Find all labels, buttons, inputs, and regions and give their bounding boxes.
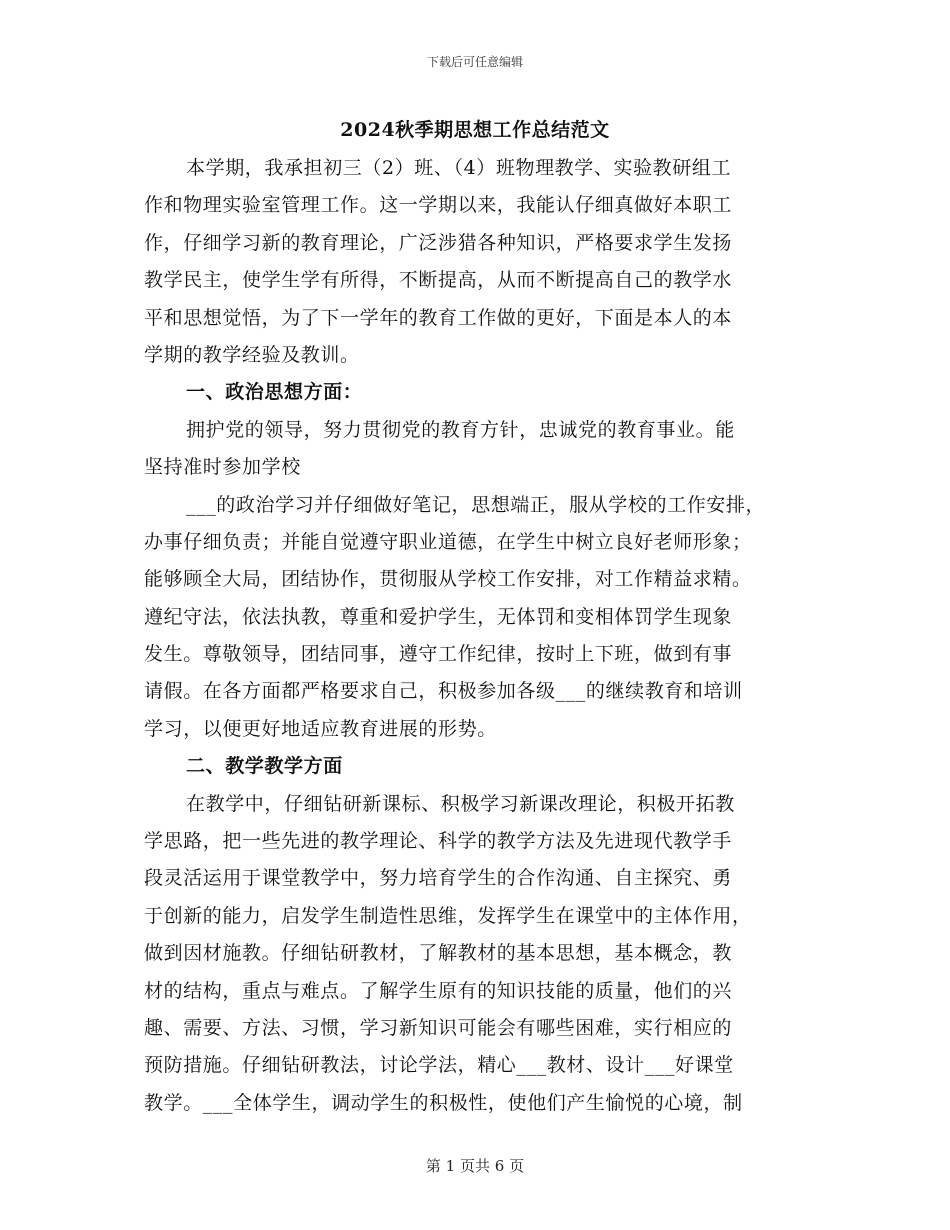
paragraph-line: 段灵活运用于课堂教学中，努力培育学生的合作沟通、自主探究、勇 [144, 867, 733, 890]
header-note: 下载后可任意编辑 [426, 55, 523, 69]
paragraph-line: 材的结构，重点与难点。了解学生原有的知识技能的质量，他们的兴 [144, 979, 733, 1002]
paragraph-line: 学习，以便更好地适应教育进展的形势。 [144, 717, 497, 740]
paragraph-line: ___的政治学习并仔细做好笔记，思想端正，服从学校的工作安排， [186, 493, 766, 516]
paragraph-line: 预防措施。仔细钻研教法，讨论学法，精心___教材、设计___好课堂 [144, 1054, 734, 1077]
document-body [144, 150, 806, 1122]
section-heading: 二、教学教学方面 [186, 755, 343, 778]
paragraph-line: 平和思想觉悟，为了下一学年的教育工作做的更好，下面是本人的本 [144, 306, 733, 329]
paragraph-line: 在教学中，仔细钻研新课标、积极学习新课改理论，积极开拓教 [186, 792, 735, 815]
page-footer: 第 1 页共 6 页 [425, 1157, 525, 1175]
paragraph-line: 作和物理实验室管理工作。这一学期以来，我能认仔细真做好本职工 [144, 194, 733, 217]
paragraph-line: 教学民主，使学生学有所得，不断提高，从而不断提高自己的教学水 [144, 269, 733, 292]
paragraph-line: 坚持准时参加学校 [144, 456, 301, 479]
paragraph-line: 本学期，我承担初三（2）班、（4）班物理教学、实验教研组工 [186, 157, 732, 179]
paragraph-line: 趣、需要、方法、习惯，学习新知识可能会有哪些困难，实行相应的 [144, 1016, 733, 1039]
paragraph-line: 请假。在各方面都严格要求自己，积极参加各级___的继续教育和培训 [144, 680, 743, 703]
paragraph-line: 拥护党的领导，努力贯彻党的教育方针，忠诚党的教育事业。能 [186, 418, 735, 441]
section-heading: 一、政治思想方面： [186, 381, 363, 404]
paragraph-line: 学期的教学经验及教训。 [144, 343, 360, 366]
paragraph-line: 做到因材施教。仔细钻研教材，了解教材的基本思想，基本概念，教 [144, 942, 733, 965]
paragraph-line: 遵纪守法，依法执教，尊重和爱护学生，无体罚和变相体罚学生现象 [144, 605, 733, 628]
paragraph-line: 学思路，把一些先进的教学理论、科学的教学方法及先进现代教学手 [144, 830, 733, 853]
paragraph-line: 能够顾全大局，团结协作，贯彻服从学校工作安排，对工作精益求精。 [144, 568, 752, 591]
paragraph-line: 教学。___全体学生，调动学生的积极性，使他们产生愉悦的心境，制 [144, 1091, 743, 1114]
paragraph-line: 办事仔细负责；并能自觉遵守职业道德，在学生中树立良好老师形象； [144, 530, 752, 553]
paragraph-line: 作，仔细学习新的教育理论，广泛涉猎各种知识，严格要求学生发扬 [144, 231, 733, 254]
document-title: 2024秋季期思想工作总结范文 [340, 119, 610, 141]
paragraph-line: 发生。尊敬领导，团结同事，遵守工作纪律，按时上下班，做到有事 [144, 643, 733, 666]
paragraph-line: 于创新的能力，启发学生制造性思维，发挥学生在课堂中的主体作用， [144, 904, 752, 927]
